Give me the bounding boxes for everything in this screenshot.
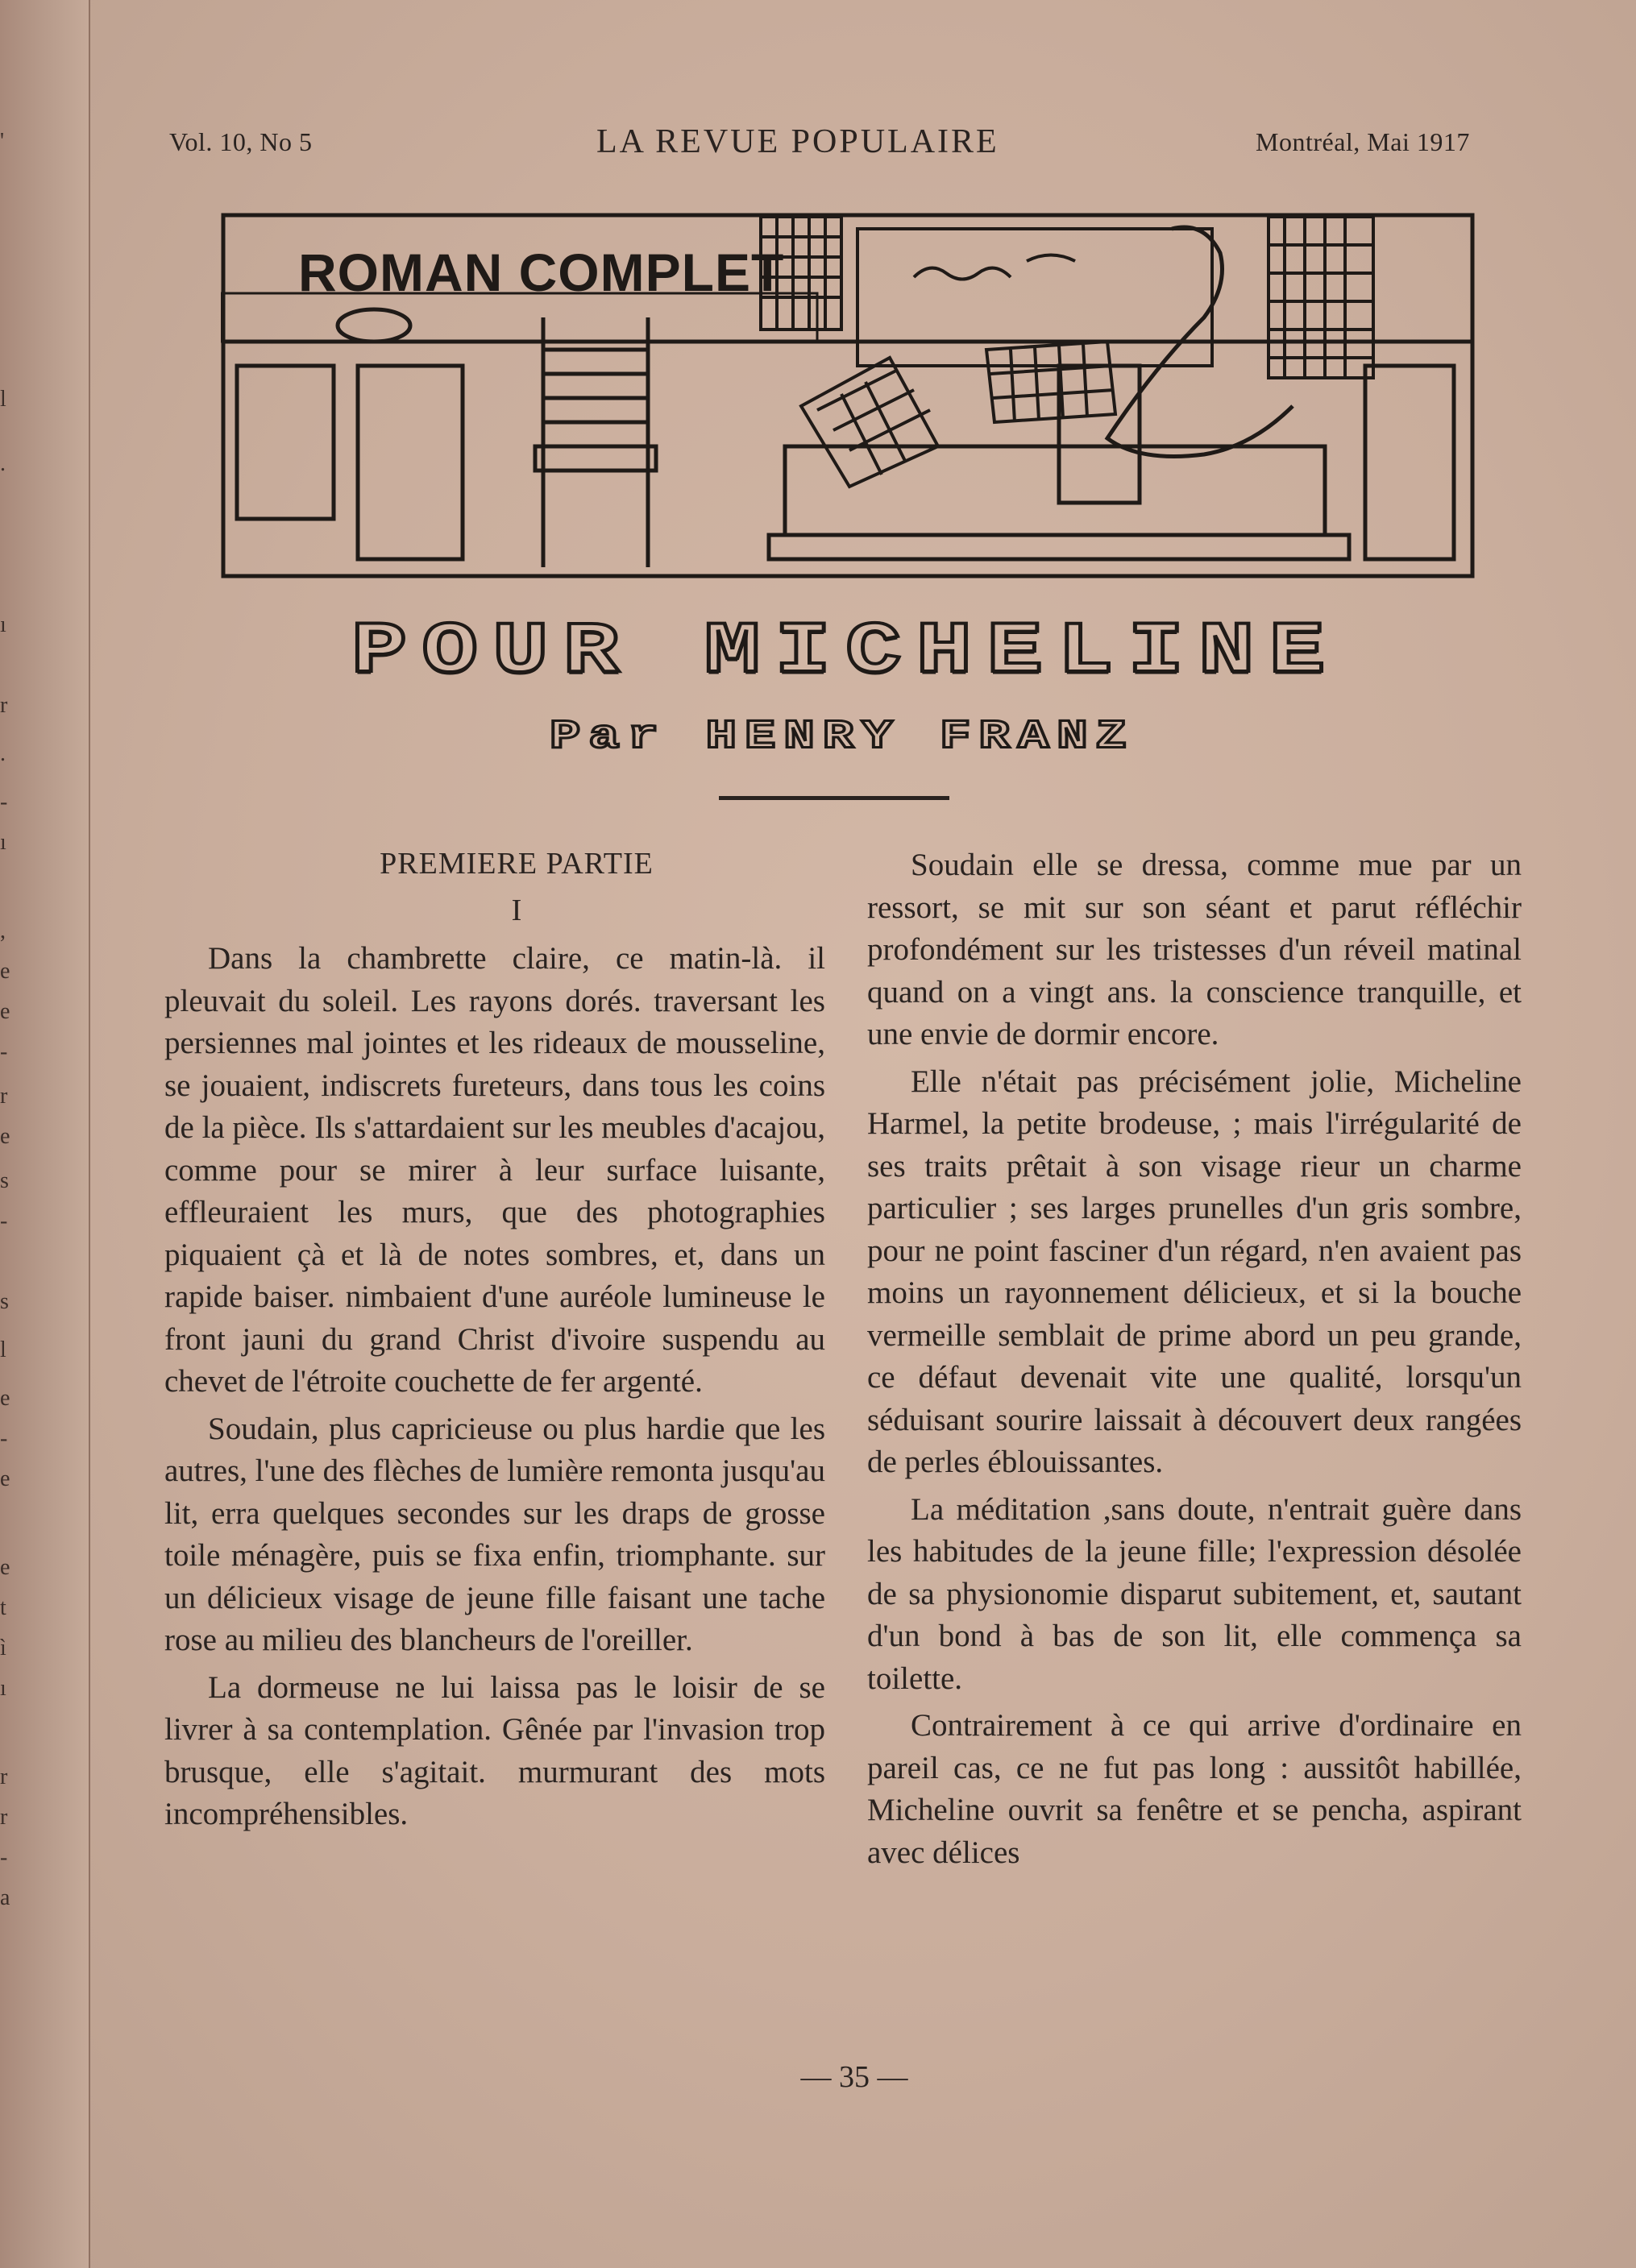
margin-letter: r — [0, 1764, 8, 1789]
part-heading: PREMIERE PARTIE — [380, 847, 654, 881]
right-column — [867, 844, 1522, 1879]
left-column — [164, 844, 825, 1841]
margin-letter: . — [0, 451, 6, 476]
margin-letter: l — [0, 387, 6, 412]
margin-letter: e — [0, 1466, 10, 1491]
margin-letter: e — [0, 999, 10, 1024]
margin-letter: . — [0, 741, 6, 766]
paragraph: Contrairement à ce qui arrive d'ordinaire en pareil cas, ce ne fut pas long : aussitôt habillée, Micheline ouvrit sa fenêtre et se pencha, aspirant avec délices — [867, 1708, 1522, 1870]
margin-letter: e — [0, 1386, 10, 1411]
facing-page-edge — [0, 0, 90, 2268]
margin-letter: - — [0, 790, 8, 815]
margin-letter: ı — [0, 830, 6, 855]
page-number: — 35 — — [800, 2060, 908, 2094]
margin-letter: - — [0, 1845, 8, 1870]
margin-letter: e — [0, 959, 10, 984]
paragraph: La méditation ,sans doute, n'entrait guère dans les habitudes de la jeune fille; l'expression désolée de sa physionomie disparut subitement, et, sautant d'un bond à bas de son lit, elle commença sa toilette. — [867, 1491, 1522, 1696]
margin-letter: ı — [0, 612, 6, 637]
margin-letter: e — [0, 1555, 10, 1580]
paragraph: Elle n'était pas précisément jolie, Micheline Harmel, la petite brodeuse, ; mais l'irrégularité de ses traits prêtait à son visage rieur un charme particulier ; ses larges prunelles d'un gris sombre, pour ne point fasciner d'un régard, n'en avaient pas moins un rayonnement délicieux, et si la bouche vermeille semblait de prime abord un peu grande, ce défaut devenait vite une qualité, lorsqu'un séduisant sourire laissait à découvert deux rangées de perles éblouissantes. — [867, 1064, 1522, 1479]
margin-letter: e — [0, 1124, 10, 1149]
margin-letter: , — [0, 918, 6, 943]
margin-letter: ı — [0, 1676, 6, 1701]
paragraph: Soudain elle se dressa, comme mue par un ressort, se mit sur son séant et parut réfléchir profondément sur les tristesses d'un réveil matinal quand on a vingt ans. la conscience tranquille, et une envie de dormir encore. — [867, 848, 1522, 1051]
paragraph: Dans la chambrette claire, ce matin-là. il pleuvait du soleil. Les rayons dorés. traversant les persiennes mal jointes et les rideaux de mousseline, se jouaient, indiscrets fureteurs, dans tous les coins de la pièce. Ils s'attardaient sur les meubles d'acajou, comme pour se mirer à leur surface luisante, effleuraient les murs, que des photographies piquaient çà et là de notes sombres, et, dans un rapide baiser. nimbaient d'une auréole lumineuse le front jauni du grand Christ d'ivoire suspendu au chevet de l'étroite couchette de fer argenté. — [164, 941, 825, 1399]
margin-letter: - — [0, 1039, 8, 1064]
margin-letter: s — [0, 1168, 9, 1193]
banner-label: ROMAN COMPLET — [298, 243, 785, 302]
margin-letter: t — [0, 1595, 6, 1620]
margin-letter: ' — [0, 129, 5, 154]
margin-letter: - — [0, 1426, 8, 1451]
paragraph: La dormeuse ne lui laissa pas le loisir de se livrer à sa contemplation. Gênée par l'invasion trop brusque, elle s'agitait. murmurant des mots incompréhensibles. — [164, 1669, 825, 1831]
story-byline: Par HENRY FRANZ — [549, 714, 1136, 761]
title-rule — [719, 796, 949, 800]
margin-letter: l — [0, 1337, 6, 1362]
magazine-title: LA REVUE POPULAIRE — [596, 123, 999, 160]
margin-letter: r — [0, 1805, 8, 1830]
place-and-date: Montréal, Mai 1917 — [1256, 127, 1470, 156]
margin-letter: ì — [0, 1636, 6, 1661]
margin-letter: - — [0, 1209, 8, 1234]
margin-letter: a — [0, 1885, 10, 1910]
paragraph: Soudain, plus capricieuse ou plus hardie que les autres, l'une des flèches de lumière remonta jusqu'au lit, erra quelques secondes sur les draps de grosse toile ménagère, puis se fixa enfin, triomphante. sur un délicieux visage de jeune fille faisant une tache rose au milieu des blancheurs de l'oreiller. — [164, 1411, 825, 1657]
chapter-number: I — [511, 894, 522, 927]
volume-number: Vol. 10, No 5 — [169, 127, 313, 156]
story-title: POUR MICHELINE — [351, 610, 1340, 694]
margin-letter: r — [0, 693, 8, 718]
margin-letter: s — [0, 1289, 9, 1314]
margin-letter: r — [0, 1084, 8, 1109]
